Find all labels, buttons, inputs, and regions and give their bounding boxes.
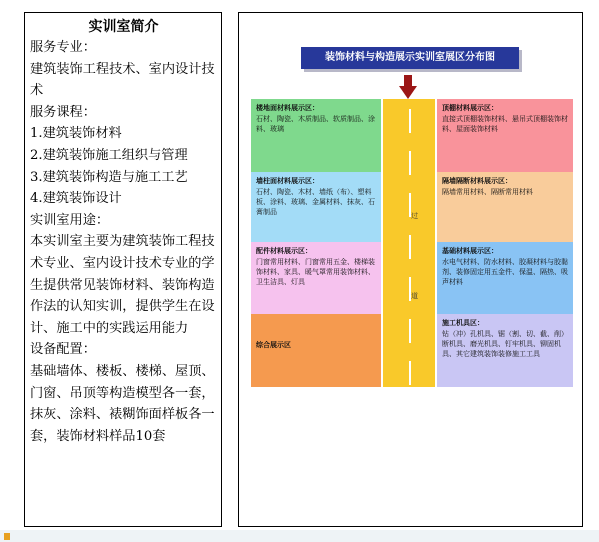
zone-floor-materials xyxy=(251,99,381,172)
zone-title: 隔墙隔断材料展示区： xyxy=(442,177,512,185)
road-dash xyxy=(409,235,411,259)
road-dash xyxy=(409,151,411,175)
road-dash xyxy=(409,361,411,385)
zone-title: 施工机具区： xyxy=(442,319,484,327)
zone-fittings-materials xyxy=(251,242,381,314)
intro-line: 2.建筑装饰施工组织与管理 xyxy=(30,147,188,163)
status-bar xyxy=(0,530,599,542)
corridor xyxy=(381,99,437,387)
intro-line: 本实训室主要为建筑装饰工程技术专业、室内设计技术专业的学生提供常见装饰材料、装饰构造作法的认知实训，提供学生在设计、施工中的实践运用能力 xyxy=(30,234,215,336)
zone-text: 门窗常用材料、门窗常用五金、楼梯装饰材料、家具、暖气罩常用装饰材料、卫生洁具、灯具 xyxy=(256,258,375,286)
zone-tools xyxy=(437,314,573,387)
zone-text: 隔墙常用材料、隔断常用材料 xyxy=(442,188,533,196)
document-icon xyxy=(4,533,10,540)
intro-panel xyxy=(24,12,222,527)
floor-plan-title: 装饰材料与构造展示实训室展区分布图 xyxy=(301,47,519,69)
zone-title: 墙柱面材料展示区： xyxy=(256,177,319,185)
intro-line: 建筑装饰工程技术、室内设计技术 xyxy=(30,61,215,99)
zone-title: 基础材料展示区： xyxy=(442,247,498,255)
zone-title: 顶棚材料展示区： xyxy=(442,104,498,112)
zone-partition-materials xyxy=(437,172,573,242)
zone-text: 石材、陶瓷、木材、墙纸（布）、塑料板、涂料、玻璃、金属材料、抹灰、石膏制品 xyxy=(256,188,375,216)
zone-comprehensive xyxy=(251,314,381,387)
zone-wall-materials xyxy=(251,172,381,242)
road-dash xyxy=(409,319,411,343)
zone-ceiling-materials xyxy=(437,99,573,172)
down-arrow-icon xyxy=(399,75,417,99)
intro-body xyxy=(30,37,217,447)
zone-text: 钻（冲）孔机具、锯（割、切、截、削）断机具、磨光机具、钉牢机具、铆固机具、其它建筑装饰装修施工工具 xyxy=(442,330,568,358)
intro-line: 服务课程： xyxy=(30,104,96,120)
floor-plan-panel xyxy=(238,12,583,527)
corridor-label: 过 xyxy=(411,212,418,220)
zone-basic-materials xyxy=(437,242,573,314)
corridor-label: 道 xyxy=(411,292,418,300)
intro-line: 3.建筑装饰构造与施工工艺 xyxy=(30,169,188,185)
zone-title: 配件材料展示区： xyxy=(256,247,312,255)
zone-title: 楼地面材料展示区： xyxy=(256,104,319,112)
zone-text: 直接式顶棚装饰材料、悬吊式顶棚装饰材料、屋面装饰材料 xyxy=(442,115,568,133)
intro-title: 实训室简介 xyxy=(88,19,159,35)
intro-line: 4.建筑装饰设计 xyxy=(30,191,122,207)
road-dash xyxy=(409,109,411,133)
intro-line: 基础墙体、楼板、楼梯、屋顶、门窗、吊顶等构造模型各一套，抹灰、涂料、裱糊饰面样板各一套，装饰材料样品10套 xyxy=(30,363,215,444)
zone-text: 石材、陶瓷、木质制品、软质制品、涂料、玻璃 xyxy=(256,115,375,133)
intro-line: 设备配置： xyxy=(30,342,96,358)
intro-line: 1.建筑装饰材料 xyxy=(30,126,122,142)
zone-text: 水电气材料、防水材料、胶凝材料与胶黏剂、装修固定用五金件、保温、隔热、吸声材料 xyxy=(442,258,568,286)
zone-title: 综合展示区 xyxy=(256,341,291,349)
intro-line: 实训室用途： xyxy=(30,212,110,228)
intro-line: 服务专业： xyxy=(30,40,96,55)
